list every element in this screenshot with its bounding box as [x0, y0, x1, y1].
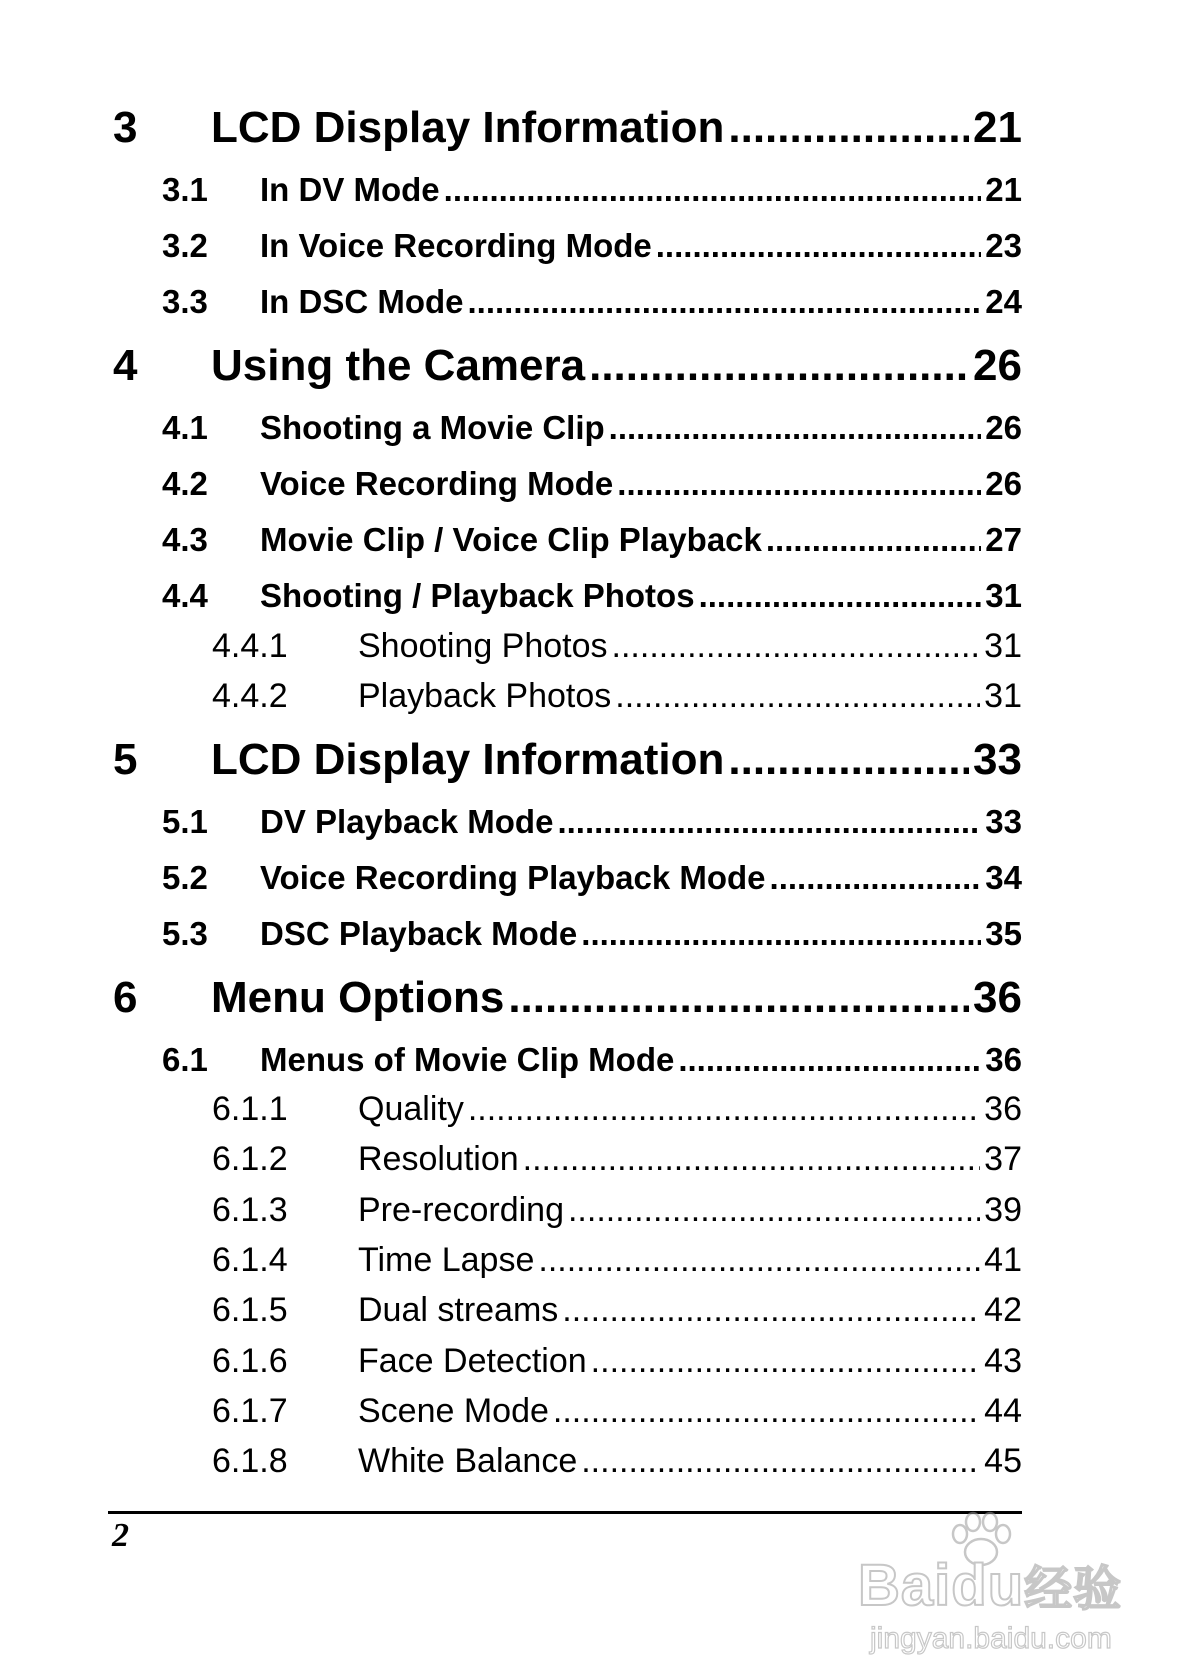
toc-entry-title: Menu Options [211, 973, 505, 1022]
toc-entry-title: DV Playback Mode [260, 803, 554, 840]
toc-entry[interactable] [162, 465, 1022, 507]
toc-entry[interactable] [212, 1090, 1022, 1132]
toc-entry[interactable] [113, 735, 1022, 791]
toc-entry[interactable] [212, 1241, 1022, 1283]
toc-leader-dots [468, 1090, 980, 1129]
toc-entry[interactable] [162, 409, 1022, 451]
toc-entry-title: White Balance [358, 1442, 578, 1480]
toc-entry-page: 31 [985, 577, 1022, 614]
toc-leader-dots [615, 677, 980, 716]
toc-entry-page: 24 [985, 283, 1022, 320]
toc-entry-page: 33 [973, 735, 1022, 784]
page-number: 2 [112, 1517, 129, 1554]
toc-leader-dots [728, 103, 969, 153]
toc-entry-page: 21 [985, 171, 1022, 208]
toc-entry-number: 6.1.1 [212, 1090, 288, 1128]
toc-leader-dots [591, 1342, 981, 1381]
toc-entry-number: 4.4.2 [212, 677, 288, 715]
toc-entry-title: Scene Mode [358, 1392, 549, 1430]
toc-leader-dots [656, 227, 982, 265]
toc-leader-dots [678, 1041, 981, 1079]
toc-entry-title: Dual streams [358, 1291, 559, 1329]
toc-leader-dots [557, 803, 981, 841]
toc-entry-page: 26 [985, 409, 1022, 446]
toc-entry-title: Voice Recording Playback Mode [260, 859, 766, 896]
toc-entry[interactable] [212, 1342, 1022, 1384]
toc-entry-number: 3 [113, 103, 138, 152]
toc-entry-page: 44 [984, 1392, 1022, 1430]
toc-entry-page: 42 [984, 1291, 1022, 1329]
toc-leader-dots [612, 627, 981, 666]
toc-entry-number: 6.1.5 [212, 1291, 288, 1329]
toc-entry[interactable] [212, 1442, 1022, 1484]
toc-leader-dots [553, 1392, 980, 1431]
toc-entry-page: 35 [985, 915, 1022, 952]
toc-leader-dots [568, 1191, 980, 1230]
toc-entry[interactable] [162, 803, 1022, 845]
toc-entry-number: 4.2 [162, 465, 208, 502]
toc-entry-page: 26 [985, 465, 1022, 502]
watermark-logo-text-2: du [951, 1553, 1025, 1618]
toc-entry-number: 6.1.4 [212, 1241, 288, 1279]
toc-entry-number: 6.1.2 [212, 1140, 288, 1178]
toc-entry-number: 6 [113, 973, 138, 1022]
toc-entry[interactable] [162, 227, 1022, 269]
toc-entry-number: 4.1 [162, 409, 208, 446]
toc-entry[interactable] [113, 973, 1022, 1029]
toc-leader-dots [770, 859, 982, 897]
toc-leader-dots [562, 1291, 980, 1330]
toc-entry-title: LCD Display Information [211, 735, 725, 784]
toc-leader-dots [589, 341, 969, 391]
toc-entry[interactable] [162, 521, 1022, 563]
toc-entry-page: 41 [984, 1241, 1022, 1279]
toc-entry-title: Pre-recording [358, 1191, 564, 1229]
toc-entry-number: 4.4 [162, 577, 208, 614]
toc-entry-title: LCD Display Information [211, 103, 725, 152]
toc-entry[interactable] [162, 283, 1022, 325]
toc-entry-title: Shooting / Playback Photos [260, 577, 695, 614]
toc-entry-number: 6.1.7 [212, 1392, 288, 1430]
toc-entry-page: 31 [984, 627, 1022, 665]
toc-entry-page: 36 [973, 973, 1022, 1022]
toc-entry[interactable] [212, 677, 1022, 719]
watermark [850, 1510, 1130, 1660]
toc-entry-page: 39 [984, 1191, 1022, 1229]
toc-entry-number: 5 [113, 735, 138, 784]
toc-entry-title: Voice Recording Mode [260, 465, 614, 502]
toc-entry-title: Time Lapse [358, 1241, 535, 1279]
toc-entry-number: 3.1 [162, 171, 208, 208]
watermark-logo-text: Bai [858, 1553, 952, 1618]
toc-leader-dots [444, 171, 982, 209]
toc-entry-number: 6.1.8 [212, 1442, 288, 1480]
watermark-logo-cn: 经验 [1024, 1563, 1123, 1616]
toc-entry-number: 5.2 [162, 859, 208, 896]
toc-entry-number: 4.4.1 [212, 627, 288, 665]
toc-entry-title: In DV Mode [260, 171, 440, 208]
toc-entry-page: 45 [984, 1442, 1022, 1480]
toc-leader-dots [523, 1140, 981, 1179]
toc-entry-title: Face Detection [358, 1342, 587, 1380]
toc-entry-number: 5.3 [162, 915, 208, 952]
toc-leader-dots [468, 283, 982, 321]
toc-entry-page: 26 [973, 341, 1022, 390]
toc-entry[interactable] [162, 577, 1022, 619]
toc-entry[interactable] [212, 1191, 1022, 1233]
toc-entry-title: Using the Camera [211, 341, 586, 390]
toc-entry-title: In Voice Recording Mode [260, 227, 652, 264]
toc-entry-title: Shooting Photos [358, 627, 608, 665]
toc-entry-number: 4 [113, 341, 138, 390]
toc-entry[interactable] [162, 915, 1022, 957]
toc-entry[interactable] [162, 859, 1022, 901]
toc-entry[interactable] [212, 627, 1022, 669]
toc-entry-title: Shooting a Movie Clip [260, 409, 605, 446]
toc-leader-dots [617, 465, 981, 503]
toc-leader-dots [581, 915, 981, 953]
toc-entry-number: 3.3 [162, 283, 208, 320]
toc-entry-number: 6.1.3 [212, 1191, 288, 1229]
toc-entry-page: 33 [985, 803, 1022, 840]
toc-entry[interactable] [212, 1291, 1022, 1333]
toc-entry-page: 36 [985, 1041, 1022, 1078]
toc-entry-page: 43 [984, 1342, 1022, 1380]
toc-entry[interactable] [113, 103, 1022, 159]
toc-entry-title: Resolution [358, 1140, 519, 1178]
toc-leader-dots [581, 1442, 980, 1481]
toc-leader-dots [609, 409, 982, 447]
toc-entry[interactable] [212, 1392, 1022, 1434]
toc-entry-title: Playback Photos [358, 677, 612, 715]
toc-leader-dots [699, 577, 982, 615]
watermark-url: jingyan.baidu.com [870, 1622, 1112, 1655]
toc-leader-dots [508, 973, 969, 1023]
toc-leader-dots [538, 1241, 980, 1280]
toc-entry-page: 36 [984, 1090, 1022, 1128]
toc-entry-title: Movie Clip / Voice Clip Playback [260, 521, 762, 558]
toc-entry[interactable] [113, 341, 1022, 397]
toc-entry[interactable] [212, 1140, 1022, 1182]
watermark-logo [858, 1550, 1122, 1619]
toc-entry-title: Quality [358, 1090, 464, 1128]
toc-entry-page: 23 [985, 227, 1022, 264]
toc-entry-number: 3.2 [162, 227, 208, 264]
toc-entry-page: 31 [984, 677, 1022, 715]
toc-entry-number: 6.1.6 [212, 1342, 288, 1380]
toc-entry-number: 4.3 [162, 521, 208, 558]
toc-leader-dots [728, 735, 969, 785]
toc-leader-dots [766, 521, 981, 559]
toc-entry-page: 37 [984, 1140, 1022, 1178]
toc-entry[interactable] [162, 1041, 1022, 1083]
toc-entry-page: 27 [985, 521, 1022, 558]
toc-entry-title: DSC Playback Mode [260, 915, 578, 952]
toc-entry-title: Menus of Movie Clip Mode [260, 1041, 675, 1078]
toc-entry-number: 6.1 [162, 1041, 208, 1078]
toc-entry-page: 21 [973, 103, 1022, 152]
toc-entry[interactable] [162, 171, 1022, 213]
toc-entry-number: 5.1 [162, 803, 208, 840]
toc-entry-page: 34 [985, 859, 1022, 896]
toc-entry-title: In DSC Mode [260, 283, 464, 320]
